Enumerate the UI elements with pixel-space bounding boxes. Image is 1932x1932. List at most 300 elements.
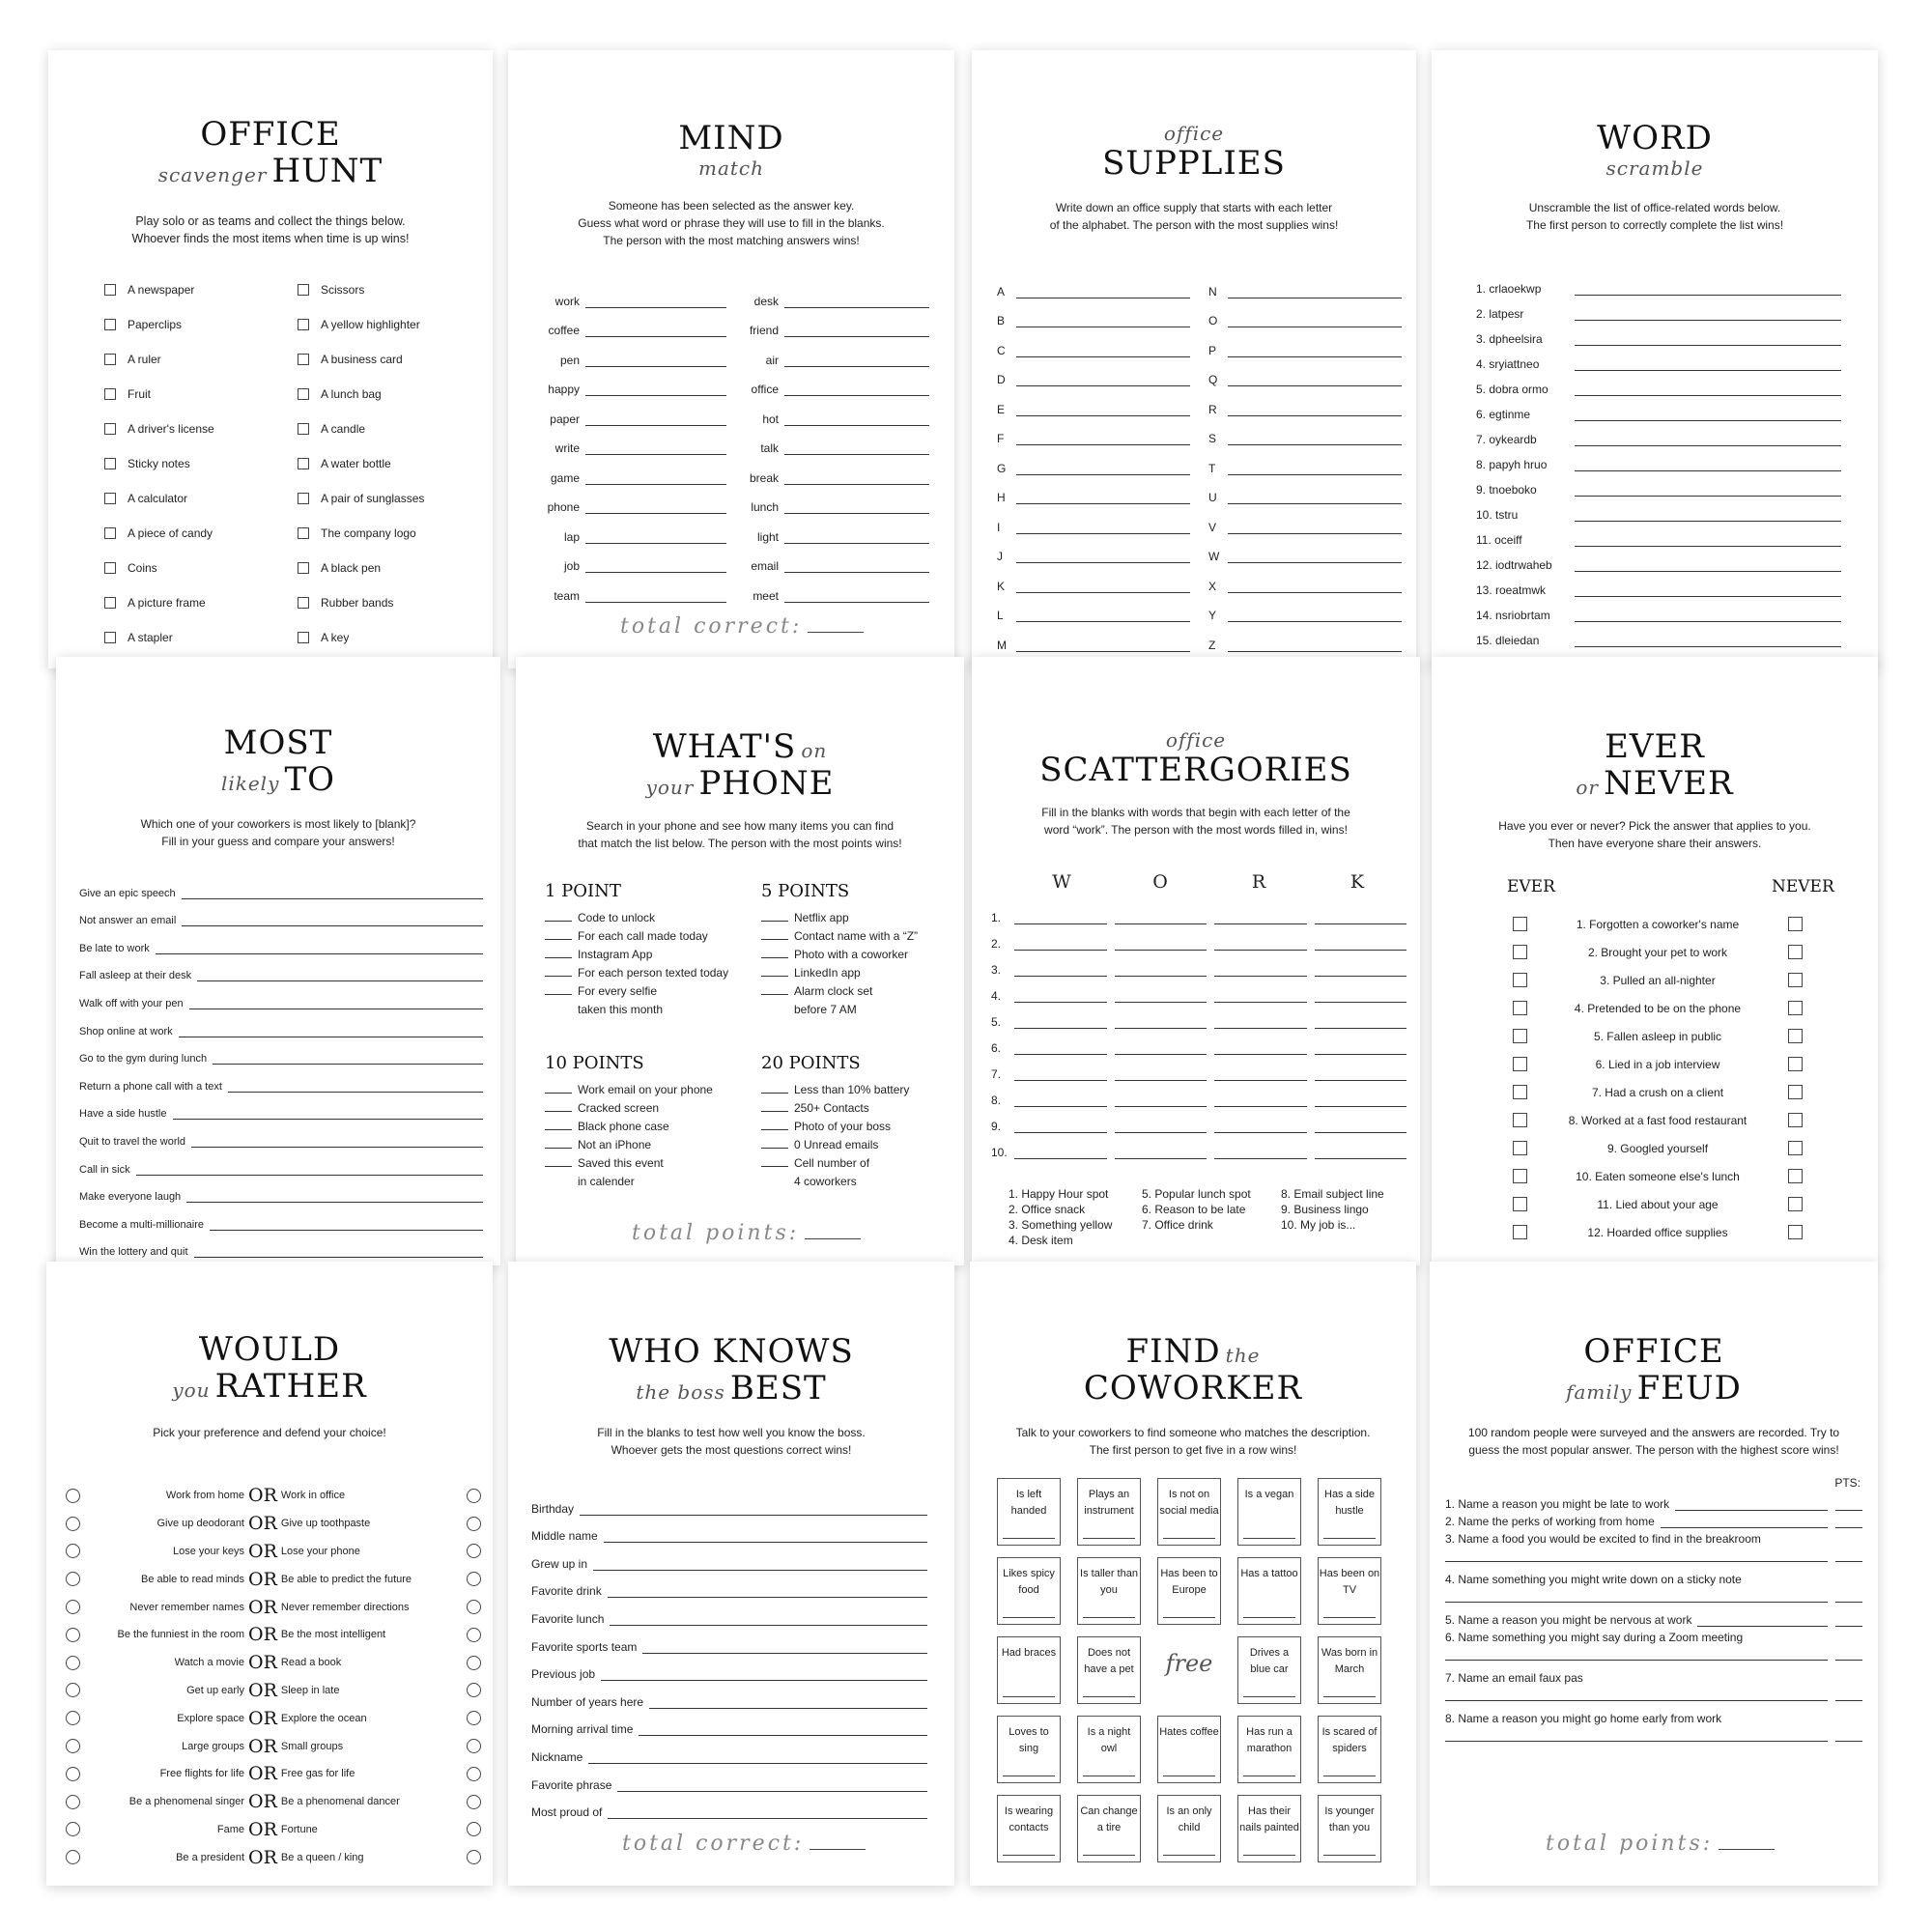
signature-line[interactable] bbox=[1243, 1696, 1295, 1697]
answer-line[interactable] bbox=[642, 1641, 927, 1654]
answer-line[interactable] bbox=[1014, 912, 1107, 924]
answer-line[interactable] bbox=[1214, 990, 1307, 1003]
answer-line[interactable] bbox=[1014, 1016, 1107, 1029]
likely-row bbox=[79, 926, 483, 954]
answer-line[interactable] bbox=[784, 590, 929, 603]
left-choice-circle[interactable] bbox=[66, 1850, 80, 1864]
never-checkbox[interactable] bbox=[1788, 917, 1803, 931]
never-checkbox[interactable] bbox=[1788, 1141, 1803, 1155]
answer-line[interactable] bbox=[213, 1052, 483, 1065]
rather-row bbox=[66, 1704, 481, 1732]
answer-line[interactable] bbox=[1016, 374, 1190, 386]
never-checkbox[interactable] bbox=[1788, 1001, 1803, 1015]
answer-line[interactable] bbox=[173, 1107, 484, 1120]
right-choice-circle[interactable] bbox=[467, 1822, 481, 1836]
bingo-cell[interactable] bbox=[1237, 1795, 1301, 1862]
bingo-cell[interactable] bbox=[1318, 1557, 1381, 1625]
answer-line[interactable] bbox=[1575, 308, 1841, 321]
score-blank[interactable] bbox=[761, 976, 788, 977]
phone-item bbox=[761, 1099, 954, 1118]
answer-line[interactable] bbox=[639, 1723, 927, 1736]
bingo-cell[interactable] bbox=[1077, 1716, 1141, 1783]
answer-line[interactable] bbox=[604, 1530, 927, 1543]
answer-line[interactable] bbox=[179, 1025, 483, 1037]
answer-line[interactable] bbox=[1445, 1689, 1828, 1701]
answer-line[interactable] bbox=[1214, 1016, 1307, 1029]
checkbox[interactable] bbox=[104, 388, 116, 400]
answer-line[interactable] bbox=[585, 325, 726, 337]
ever-checkbox[interactable] bbox=[1513, 1085, 1527, 1099]
answer-line[interactable] bbox=[1575, 434, 1841, 446]
answer-line[interactable] bbox=[182, 914, 483, 926]
answer-line[interactable] bbox=[580, 1503, 927, 1516]
right-choice-circle[interactable] bbox=[467, 1572, 481, 1586]
answer-line[interactable] bbox=[1115, 1042, 1208, 1055]
score-blank[interactable] bbox=[761, 939, 788, 940]
categories-col-3 bbox=[1281, 1186, 1384, 1233]
answer-line[interactable] bbox=[608, 1585, 927, 1598]
answer-line[interactable] bbox=[1214, 1121, 1307, 1133]
answer-line[interactable] bbox=[1214, 1068, 1307, 1081]
signature-line[interactable] bbox=[1323, 1696, 1376, 1697]
answer-line[interactable] bbox=[1575, 610, 1841, 622]
answer-line[interactable] bbox=[585, 384, 726, 396]
score-blank[interactable] bbox=[545, 1129, 572, 1130]
bingo-cell[interactable] bbox=[997, 1478, 1061, 1546]
ever-checkbox[interactable] bbox=[1513, 1225, 1527, 1239]
answer-line[interactable] bbox=[1445, 1590, 1828, 1603]
answer-line[interactable] bbox=[1228, 610, 1402, 622]
left-choice-circle[interactable] bbox=[66, 1489, 80, 1503]
answer-line[interactable] bbox=[585, 355, 726, 367]
likely-row bbox=[79, 1231, 483, 1259]
answer-line[interactable] bbox=[194, 1245, 483, 1258]
checkbox[interactable] bbox=[104, 423, 116, 435]
answer-line[interactable] bbox=[1575, 635, 1841, 647]
right-choice-circle[interactable] bbox=[467, 1795, 481, 1809]
score-blank[interactable] bbox=[545, 1111, 572, 1112]
answer-line[interactable] bbox=[1214, 1094, 1307, 1107]
checkbox[interactable] bbox=[298, 597, 309, 609]
answer-line[interactable] bbox=[1228, 463, 1402, 475]
points-line[interactable] bbox=[1835, 1689, 1862, 1701]
answer-line[interactable] bbox=[784, 472, 929, 485]
answer-line[interactable] bbox=[784, 501, 929, 514]
answer-line[interactable] bbox=[1214, 1147, 1307, 1159]
right-choice-circle[interactable] bbox=[467, 1683, 481, 1697]
bingo-cell[interactable] bbox=[1157, 1795, 1221, 1862]
bingo-cell[interactable] bbox=[1318, 1636, 1381, 1704]
signature-line[interactable] bbox=[1163, 1855, 1215, 1856]
scramble-row bbox=[1476, 346, 1841, 371]
or-label: OR bbox=[248, 1679, 277, 1701]
bingo-cell[interactable] bbox=[1318, 1478, 1381, 1546]
answer-line[interactable] bbox=[1675, 1498, 1828, 1511]
question-label: 2. Name the perks of working from home bbox=[1445, 1515, 1655, 1528]
answer-line[interactable] bbox=[1575, 509, 1841, 522]
checkbox[interactable] bbox=[104, 597, 116, 609]
checkbox[interactable] bbox=[298, 458, 309, 469]
signature-line[interactable] bbox=[1003, 1617, 1055, 1618]
never-checkbox[interactable] bbox=[1788, 973, 1803, 987]
answer-line[interactable] bbox=[1697, 1614, 1828, 1627]
answer-line[interactable] bbox=[182, 887, 483, 899]
ever-checkbox[interactable] bbox=[1513, 1001, 1527, 1015]
answer-line[interactable] bbox=[617, 1779, 927, 1792]
answer-line[interactable] bbox=[1014, 964, 1107, 977]
signature-line[interactable] bbox=[1003, 1855, 1055, 1856]
answer-line[interactable] bbox=[1575, 534, 1841, 547]
answer-line[interactable] bbox=[585, 531, 726, 544]
checkbox[interactable] bbox=[298, 527, 309, 539]
answer-line[interactable] bbox=[1016, 639, 1190, 652]
answer-line[interactable] bbox=[189, 997, 483, 1009]
signature-line[interactable] bbox=[1083, 1696, 1135, 1697]
never-checkbox[interactable] bbox=[1788, 945, 1803, 959]
checkbox[interactable] bbox=[104, 632, 116, 643]
answer-line[interactable] bbox=[136, 1163, 483, 1176]
letter-label: F bbox=[997, 432, 1005, 445]
answer-line[interactable] bbox=[1228, 286, 1402, 298]
answer-line[interactable] bbox=[1661, 1516, 1828, 1528]
answer-line[interactable] bbox=[1228, 404, 1402, 416]
left-choice-circle[interactable] bbox=[66, 1517, 80, 1531]
answer-line[interactable] bbox=[1016, 492, 1190, 504]
answer-line[interactable] bbox=[1014, 1042, 1107, 1055]
answer-line[interactable] bbox=[1315, 1042, 1407, 1055]
total-correct: total correct: bbox=[622, 1832, 866, 1856]
score-blank[interactable] bbox=[761, 994, 788, 995]
answer-line[interactable] bbox=[585, 442, 726, 455]
phone-item bbox=[545, 1136, 748, 1154]
points-line[interactable] bbox=[1835, 1498, 1862, 1511]
left-choice-circle[interactable] bbox=[66, 1683, 80, 1697]
score-blank[interactable] bbox=[761, 957, 788, 958]
left-option: Be the funniest in the room bbox=[117, 1629, 244, 1641]
answer-line[interactable] bbox=[1228, 433, 1402, 445]
score-blank[interactable] bbox=[545, 1093, 572, 1094]
signature-line[interactable] bbox=[1323, 1855, 1376, 1856]
answer-line[interactable] bbox=[1016, 315, 1190, 327]
answer-line[interactable] bbox=[1016, 433, 1190, 445]
ever-checkbox[interactable] bbox=[1513, 1197, 1527, 1211]
answer-line[interactable] bbox=[1115, 964, 1208, 977]
never-checkbox[interactable] bbox=[1788, 1225, 1803, 1239]
answer-line[interactable] bbox=[585, 413, 726, 426]
checkbox[interactable] bbox=[298, 319, 309, 330]
checkbox[interactable] bbox=[104, 493, 116, 504]
signature-line[interactable] bbox=[1243, 1855, 1295, 1856]
signature-line[interactable] bbox=[1083, 1538, 1135, 1539]
answer-line[interactable] bbox=[585, 296, 726, 308]
answer-line[interactable] bbox=[1315, 1147, 1407, 1159]
answer-line[interactable] bbox=[1228, 492, 1402, 504]
answer-line[interactable] bbox=[1445, 1729, 1828, 1742]
score-blank[interactable] bbox=[761, 1166, 788, 1167]
answer-line[interactable] bbox=[1115, 1016, 1208, 1029]
checkbox[interactable] bbox=[298, 632, 309, 643]
answer-line[interactable] bbox=[1445, 1648, 1828, 1661]
answer-line[interactable] bbox=[210, 1218, 483, 1231]
answer-line[interactable] bbox=[784, 296, 929, 308]
answer-line[interactable] bbox=[1445, 1549, 1828, 1562]
answer-line[interactable] bbox=[1315, 964, 1407, 977]
signature-line[interactable] bbox=[1323, 1538, 1376, 1539]
bingo-cell[interactable] bbox=[1237, 1636, 1301, 1704]
bingo-cell[interactable] bbox=[1077, 1557, 1141, 1625]
checkbox[interactable] bbox=[104, 354, 116, 365]
answer-line[interactable] bbox=[1016, 522, 1190, 534]
answer-line[interactable] bbox=[585, 472, 726, 485]
never-checkbox[interactable] bbox=[1788, 1169, 1803, 1183]
answer-line[interactable] bbox=[1575, 484, 1841, 497]
left-choice-circle[interactable] bbox=[66, 1767, 80, 1781]
bingo-cell[interactable] bbox=[1157, 1557, 1221, 1625]
checkbox[interactable] bbox=[298, 388, 309, 400]
answer-line[interactable] bbox=[610, 1613, 927, 1626]
bingo-cell[interactable] bbox=[1318, 1716, 1381, 1783]
answer-line[interactable] bbox=[1014, 1121, 1107, 1133]
answer-line[interactable] bbox=[1575, 559, 1841, 572]
left-choice-circle[interactable] bbox=[66, 1822, 80, 1836]
answer-line[interactable] bbox=[1228, 551, 1402, 563]
bingo-cell[interactable] bbox=[1077, 1636, 1141, 1704]
answer-line[interactable] bbox=[784, 355, 929, 367]
answer-line[interactable] bbox=[1115, 1094, 1208, 1107]
score-blank[interactable] bbox=[545, 1166, 572, 1167]
score-blank[interactable] bbox=[545, 976, 572, 977]
answer-line[interactable] bbox=[1575, 384, 1841, 396]
answer-line[interactable] bbox=[1115, 1147, 1208, 1159]
ever-checkbox[interactable] bbox=[1513, 1141, 1527, 1155]
score-blank[interactable] bbox=[761, 1111, 788, 1112]
checkbox[interactable] bbox=[104, 527, 116, 539]
answer-line[interactable] bbox=[1014, 1147, 1107, 1159]
checkbox[interactable] bbox=[298, 284, 309, 296]
answer-line[interactable] bbox=[1315, 1016, 1407, 1029]
bingo-cell[interactable] bbox=[1077, 1478, 1141, 1546]
answer-line[interactable] bbox=[197, 969, 483, 981]
answer-line[interactable] bbox=[784, 325, 929, 337]
checkbox[interactable] bbox=[298, 493, 309, 504]
item-label: in calender bbox=[578, 1175, 635, 1188]
signature-line[interactable] bbox=[1083, 1617, 1135, 1618]
phone-item bbox=[545, 909, 748, 927]
answer-line[interactable] bbox=[1575, 459, 1841, 471]
answer-line[interactable] bbox=[784, 442, 929, 455]
answer-line[interactable] bbox=[1016, 551, 1190, 563]
letter-row bbox=[1208, 504, 1402, 534]
answer-line[interactable] bbox=[585, 560, 726, 573]
answer-line[interactable] bbox=[1014, 1094, 1107, 1107]
points-line[interactable] bbox=[1835, 1590, 1862, 1603]
answer-line[interactable] bbox=[608, 1806, 927, 1819]
answer-line[interactable] bbox=[156, 942, 483, 954]
left-choice-circle[interactable] bbox=[66, 1628, 80, 1642]
answer-line[interactable] bbox=[585, 501, 726, 514]
answer-line[interactable] bbox=[649, 1696, 927, 1709]
bingo-cell[interactable] bbox=[1077, 1795, 1141, 1862]
answer-line[interactable] bbox=[1315, 990, 1407, 1003]
answer-line[interactable] bbox=[1016, 345, 1190, 357]
never-checkbox[interactable] bbox=[1788, 1029, 1803, 1043]
answer-line[interactable] bbox=[1315, 912, 1407, 924]
bingo-cell[interactable] bbox=[1318, 1795, 1381, 1862]
answer-line[interactable] bbox=[1228, 639, 1402, 652]
left-choice-circle[interactable] bbox=[66, 1656, 80, 1670]
answer-line[interactable] bbox=[1115, 938, 1208, 951]
answer-line[interactable] bbox=[1575, 333, 1841, 346]
bingo-cell[interactable] bbox=[1157, 1716, 1221, 1783]
left-choice-circle[interactable] bbox=[66, 1600, 80, 1614]
score-blank[interactable] bbox=[545, 957, 572, 958]
answer-line[interactable] bbox=[191, 1135, 483, 1148]
answer-line[interactable] bbox=[1228, 581, 1402, 593]
right-choice-circle[interactable] bbox=[467, 1628, 481, 1642]
answer-line[interactable] bbox=[1575, 283, 1841, 296]
ever-checkbox[interactable] bbox=[1513, 917, 1527, 931]
word-row bbox=[736, 308, 929, 338]
right-choice-circle[interactable] bbox=[467, 1850, 481, 1864]
left-choice-circle[interactable] bbox=[66, 1795, 80, 1809]
bingo-cell[interactable] bbox=[1237, 1478, 1301, 1546]
answer-line[interactable] bbox=[1214, 938, 1307, 951]
checkbox[interactable] bbox=[104, 319, 116, 330]
answer-line[interactable] bbox=[1315, 938, 1407, 951]
answer-line[interactable] bbox=[784, 413, 929, 426]
signature-line[interactable] bbox=[1083, 1855, 1135, 1856]
answer-line[interactable] bbox=[1575, 358, 1841, 371]
bingo-cell[interactable] bbox=[1237, 1716, 1301, 1783]
ever-checkbox[interactable] bbox=[1513, 1169, 1527, 1183]
checkbox[interactable] bbox=[298, 354, 309, 365]
points-line[interactable] bbox=[1835, 1648, 1862, 1661]
answer-line[interactable] bbox=[784, 384, 929, 396]
answer-line[interactable] bbox=[1214, 912, 1307, 924]
answer-line[interactable] bbox=[1228, 522, 1402, 534]
left-choice-circle[interactable] bbox=[66, 1711, 80, 1725]
signature-line[interactable] bbox=[1003, 1538, 1055, 1539]
answer-line[interactable] bbox=[186, 1190, 483, 1203]
answer-line[interactable] bbox=[585, 590, 726, 603]
score-blank[interactable] bbox=[545, 921, 572, 922]
score-blank[interactable] bbox=[761, 1148, 788, 1149]
bingo-cell[interactable] bbox=[1237, 1557, 1301, 1625]
points-line[interactable] bbox=[1835, 1729, 1862, 1742]
answer-line[interactable] bbox=[1016, 404, 1190, 416]
right-choice-circle[interactable] bbox=[467, 1600, 481, 1614]
score-blank[interactable] bbox=[545, 939, 572, 940]
categories-col-1 bbox=[1009, 1186, 1112, 1248]
answer-line[interactable] bbox=[1315, 1121, 1407, 1133]
signature-line[interactable] bbox=[1003, 1696, 1055, 1697]
score-blank[interactable] bbox=[545, 1148, 572, 1149]
checkbox[interactable] bbox=[298, 562, 309, 574]
answer-line[interactable] bbox=[1016, 581, 1190, 593]
points-line[interactable] bbox=[1835, 1614, 1862, 1627]
checkbox[interactable] bbox=[298, 423, 309, 435]
bingo-cell[interactable] bbox=[997, 1557, 1061, 1625]
answer-line[interactable] bbox=[1228, 374, 1402, 386]
right-choice-circle[interactable] bbox=[467, 1739, 481, 1753]
bingo-cell[interactable] bbox=[1157, 1478, 1221, 1546]
never-checkbox[interactable] bbox=[1788, 1057, 1803, 1071]
signature-line[interactable] bbox=[1243, 1617, 1295, 1618]
answer-line[interactable] bbox=[784, 560, 929, 573]
checkbox[interactable] bbox=[104, 284, 116, 296]
ever-checkbox[interactable] bbox=[1513, 973, 1527, 987]
answer-line[interactable] bbox=[228, 1080, 483, 1093]
points-line[interactable] bbox=[1835, 1516, 1862, 1528]
answer-line[interactable] bbox=[1228, 315, 1402, 327]
right-choice-circle[interactable] bbox=[467, 1656, 481, 1670]
signature-line[interactable] bbox=[1163, 1617, 1215, 1618]
left-choice-circle[interactable] bbox=[66, 1544, 80, 1558]
right-choice-circle[interactable] bbox=[467, 1489, 481, 1503]
right-choice-circle[interactable] bbox=[467, 1711, 481, 1725]
signature-line[interactable] bbox=[1243, 1538, 1295, 1539]
answer-line[interactable] bbox=[1315, 1068, 1407, 1081]
checkbox[interactable] bbox=[104, 458, 116, 469]
never-checkbox[interactable] bbox=[1788, 1113, 1803, 1127]
ever-checkbox[interactable] bbox=[1513, 945, 1527, 959]
answer-line[interactable] bbox=[1016, 463, 1190, 475]
checkbox[interactable] bbox=[104, 562, 116, 574]
ever-checkbox[interactable] bbox=[1513, 1057, 1527, 1071]
answer-line[interactable] bbox=[1214, 964, 1307, 977]
answer-line[interactable] bbox=[1228, 345, 1402, 357]
score-blank[interactable] bbox=[545, 994, 572, 995]
answer-line[interactable] bbox=[1014, 990, 1107, 1003]
answer-line[interactable] bbox=[1115, 912, 1208, 924]
answer-line[interactable] bbox=[601, 1668, 927, 1681]
right-choice-circle[interactable] bbox=[467, 1767, 481, 1781]
ever-checkbox[interactable] bbox=[1513, 1113, 1527, 1127]
never-checkbox[interactable] bbox=[1788, 1197, 1803, 1211]
score-blank[interactable] bbox=[761, 1093, 788, 1094]
answer-line[interactable] bbox=[1115, 1121, 1208, 1133]
left-choice-circle[interactable] bbox=[66, 1572, 80, 1586]
answer-line[interactable] bbox=[588, 1751, 927, 1764]
bingo-cell[interactable] bbox=[997, 1716, 1061, 1783]
left-choice-circle[interactable] bbox=[66, 1739, 80, 1753]
answer-line[interactable] bbox=[1315, 1094, 1407, 1107]
answer-line[interactable] bbox=[1014, 938, 1107, 951]
answer-line[interactable] bbox=[1575, 584, 1841, 597]
never-checkbox[interactable] bbox=[1788, 1085, 1803, 1099]
signature-line[interactable] bbox=[1323, 1617, 1376, 1618]
points-line[interactable] bbox=[1835, 1549, 1862, 1562]
right-choice-circle[interactable] bbox=[467, 1517, 481, 1531]
instructions: Have you ever or never? Pick the answer that applies to you. Then have everyone share their answers. bbox=[1498, 819, 1811, 850]
answer-line[interactable] bbox=[593, 1558, 927, 1571]
signature-line[interactable] bbox=[1163, 1538, 1215, 1539]
answer-line[interactable] bbox=[1016, 286, 1190, 298]
score-blank[interactable] bbox=[761, 921, 788, 922]
answer-line[interactable] bbox=[784, 531, 929, 544]
right-choice-circle[interactable] bbox=[467, 1544, 481, 1558]
answer-line[interactable] bbox=[1214, 1042, 1307, 1055]
answer-line[interactable] bbox=[1575, 409, 1841, 421]
answer-line[interactable] bbox=[1115, 1068, 1208, 1081]
answer-line[interactable] bbox=[1115, 990, 1208, 1003]
bingo-cell[interactable] bbox=[997, 1636, 1061, 1704]
bingo-cell[interactable] bbox=[997, 1795, 1061, 1862]
ever-checkbox[interactable] bbox=[1513, 1029, 1527, 1043]
answer-line[interactable] bbox=[1016, 610, 1190, 622]
score-blank[interactable] bbox=[761, 1129, 788, 1130]
answer-line[interactable] bbox=[1014, 1068, 1107, 1081]
